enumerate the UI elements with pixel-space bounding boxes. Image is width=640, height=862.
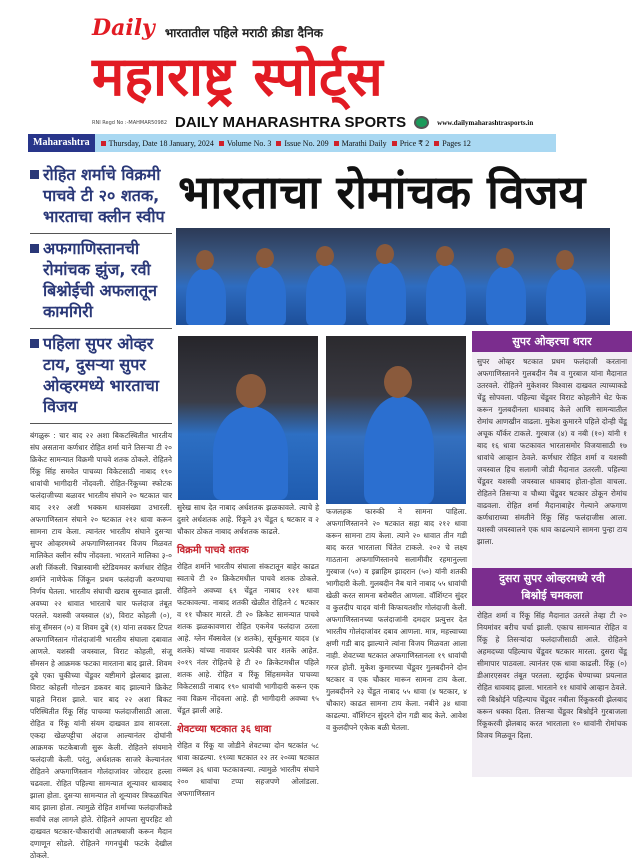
bullet-icon [276, 141, 281, 146]
website-link[interactable]: www.dailymaharashtrasports.in [437, 118, 534, 127]
super-over-sidebar [472, 331, 632, 777]
bullet-icon [101, 141, 106, 146]
rni-number: RNI Regd No :-MAHMAR50982 [92, 119, 168, 126]
article-paragraph: रोहित व रिंकू या जोडीने शेवटच्या दोन षटकांत ५८ धावा काढल्या. १९व्या षटकात २२ तर २०व्या षटकात तब्बल ३६ धावा फटकावल्या. त्यामुळे भारतीय संघाने २०० धावांचा टप्पा सहजपणे ओलांडला. अफगाणिस्तान [177, 741, 319, 798]
info-item [101, 139, 214, 148]
headline-item [30, 160, 172, 234]
info-price: Price ₹ 2 [399, 138, 430, 148]
masthead-title: महाराष्ट्र स्पोर्ट्स [92, 45, 383, 108]
bullet-icon [30, 339, 39, 348]
headline-item [30, 329, 172, 424]
english-name: DAILY MAHARASHTRA SPORTS [175, 114, 407, 131]
headline-text: पहिला सुपर ओव्हर टाय, दुसऱ्या सुपर ओव्हरमध्ये भारताचा विजय [43, 334, 159, 416]
info-item [276, 139, 328, 148]
subheading-record-century: विक्रमी पाचवे शतक [177, 545, 249, 556]
bullet-icon [334, 141, 339, 146]
sidebar-heading-super-over: सुपर ओव्हरचा थरार [472, 331, 632, 352]
globe-icon [414, 116, 429, 129]
left-column [30, 160, 172, 860]
info-language: Marathi Daily [341, 138, 387, 148]
masthead-daily: Daily [92, 15, 155, 41]
edition-label: Maharashtra [28, 134, 95, 152]
info-pages: Pages 12 [442, 138, 471, 148]
sidebar-paragraph: सुपर ओव्हर षटकात प्रथम फलंदाजी करताना अफगाणिस्तानने गुलबदीन नैब व गुरबाज यांना मैदानात उतरवले. रोहितने मुकेशवर विश्वास दाखवत त्याच्याकडे चेंडू सोपवला. पहिल्या चेंडूवर विराट कोहलीने थेट फेक करून गुलबदीनला धावबाद केले आणि सामन्यातील रोमांच आणखीन वाढला. मुकेश कुमारने पहिले दोन्ही चेंडू अचूक यॉर्कर टाकले. गुरबाज (४) व नबी (१०) यांनी १ बाद १६ धावा फटकावत भारतासमोर विजयासाठी १७ धावांचे आव्हान ठेवले. कर्णधार रोहित शर्मा व यशस्वी जयस्वाल हिच सलामी जोडी मैदानात उतरली. पहिल्या चेंडूवर यशस्वी जयस्वाल धावबाद होता-होता वाचला. रोहितने तिसऱ्या व चौथ्या चेंडूवर षटकार ठोकून रोमांच वाढवला. रोहित शर्मा मैदानाबाहेर गेल्याने अफगाण कर्णधाराच्या संमतीने रिंकू सिंह फलंदाजीस आला. यशस्वी जयस्वालने एक धाव काढल्याने सामना पुन्हा टाय झाला. [477, 357, 627, 546]
headline-text: रोहित शर्माचे विक्रमी पाचवे टी २० शतक, भारताचा क्लीन स्वीप [43, 165, 165, 226]
info-item [334, 139, 387, 148]
info-bar [28, 134, 556, 152]
headline-item [30, 234, 172, 329]
sidebar-heading-second-super-over: दुसरा सुपर ओव्हरमध्ये रवी बिश्नोई चमकला [472, 568, 632, 606]
bullet-icon [434, 141, 439, 146]
team-photo [176, 228, 610, 325]
rinku-photo [326, 336, 466, 504]
headline-text: अफगाणिस्तानची रोमांचक झुंज, रवी बिश्नोईची अफलातून कामगिरी [43, 239, 158, 321]
article-column-2 [177, 502, 319, 798]
article-lead: बंगळुरू : चार बाद २२ अशा बिकटस्थितीत भारतीय संघ असताना कर्णधार रोहित शर्मा याने तिसऱ्या टी २० क्रिकेट सामन्यात विक्रमी पाचवे शतक ठोकले. रोहितने रिंकू सिंह समवेत पाचव्या विकेटसाठी नाबाद १९० धावांची भागीदारी नोंदवली. रोहित-रिंकूच्या स्फोटक फलंदाजीच्या बळावर भारतीय संघाने २० षटकात चार बाद २१२ अशी भक्कम धावसंख्या उभारली. अफगाणिस्तान संघाने २० षटकात २१२ धावा करून सामना टाय केला. त्यानंतर भारतीय संघाने दुसऱ्या सुपर ओव्हरमध्ये अफगाणिस्तानवर विजय मिळवत मालिकेत क्लीन स्वीप नोंदवला. भारताने मालिका ३-० अशी जिंकली. चिन्नास्वामी स्टेडियमवर कर्णधार रोहित शर्माने नाणेफेक जिंकून प्रथम फलंदाजी करण्याचा निर्णय घेतला. भारतीय संघाची खराब सुरुवात झाली. अवघ्या २२ धावात भारताचे चार फलंदाज तंबूत परतले. यशस्वी जयस्वाल (४), विराट कोहली (०), संजू सॅमसन (०) व शिवम दुबे (१) यांना लवकर टिपत अफगाणिस्तान गोलंदाजांनी भारतीय संघाला दबावात आणले. यशस्वी जयस्वाल, विराट कोहली, संजू सॅमसन हे आक्रमक फटका मारताना बाद झाले. शिवम दुबे एका चुकीच्या चेंडूवर यष्टीमागे झेलबाद झाला. विराट कोहली गोल्डन डकवर बाद झाल्याने क्रिकेट चाहते निराश झाले. चार बाद २२ अशा बिकट परिस्थितीत रिंकू सिंह पाचव्या फलंदाजीसाठी आला. रोहित व रिंकू यांनी संयम दाखवत डाव सावरला. एकदा खेळपट्टीचा अंदाज आल्यानंतर दोघांनी आक्रमक फटकेबाजी सुरू केली. रोहितने संयमाने फलंदाजी केली. परंतु, अर्धशतक साजरे केल्यानंतर रोहितने अफगाणिस्तान गोलंदाजांवर जोरदार हल्ला चढवला. रोहित पहिल्या सामन्यात शून्यावर धावबाद झाला होता. दुसऱ्या सामन्यात तो शून्यावर त्रिफळाचित बाद झाला होता. त्यामुळे रोहित शर्माच्या फलंदाजीकडे सर्वांचे लक्ष लागले होते. रोहितने आपला सुपरहिट शो दाखवत षटकार-चौकारांची आतषबाजी करून मैदान दणाणून सोडले. रोहितने गगनचुंबी फटके देखील ठोकले. [30, 431, 172, 860]
masthead-tagline: भारतातील पहिले मराठी क्रीडा दैनिक [164, 26, 323, 40]
bullet-icon [30, 244, 39, 253]
masthead-top-row [92, 14, 323, 42]
main-headline: भारताचा रोमांचक विजय [178, 165, 586, 219]
bullet-icon [30, 170, 39, 179]
article-paragraph: सुरेख साथ देत नाबाद अर्धशतक झळकावले. त्याचे हे दुसरे अर्धशतक आहे. रिंकूने ३९ चेंडूत ६ षटकार व २ चौकार ठोकत नाबाद अर्धशतक काढले. [177, 503, 319, 536]
article-paragraph: रोहित शर्माने भारतीय संघाला संकटातून बाहेर काढत स्वतःचे टी २० क्रिकेटमधील पाचवे शतक ठोकले. रोहितने अवघ्या ६९ चेंडूत नाबाद १२१ धावा फटकावल्या. नाबाद शतकी खेळीत रोहितने ८ षटकार व ११ चौकार मारले. टी २० क्रिकेट सामन्यात पाचवे शतक झळकावणारा रोहित एकमेव फलंदाज ठरला आहे. ग्लेन मॅक्सवेल (४ शतके), सूर्यकुमार यादव (४ शतके) यांच्या नावावर प्रत्येकी चार शतके आहेत. २०१९ नंतर रोहितचे हे टी २० क्रिकेटमधील पहिले शतक आहे. रोहित व रिंकू सिंहसमवेत पाचव्या विकेटसाठी नाबाद १९० धावांची भागीदारी करून एक नवा विक्रम नोंदवला आहे. ही भागीदारी अवघ्या ९५ चेंडूत झाली आहे. [177, 562, 319, 715]
info-volume: Volume No. 3 [226, 138, 272, 148]
info-item [434, 139, 471, 148]
info-item [392, 139, 430, 148]
info-issue: Issue No. 209 [284, 138, 329, 148]
bullet-icon [219, 141, 224, 146]
sidebar-paragraph: रोहित शर्मा व रिंकू सिंह मैदानात उतरले तेव्हा टी २० नियमांवर बरीच चर्चा झाली. एकाच सामन्यात रोहित व रिंकू हे तिसऱ्यांदा फलंदाजीसाठी आले. रोहितने अहमदच्या पहिल्याच चेंडूवर षटकार मारला. दुसरा चेंडू सीमापार पाठवला. त्यानंतर एक धावा काढली. रिंकू (०) डीआरएसवर तंबूत परतला. स्ट्राईक घेण्याच्या प्रयत्नात रोहित धावबाद झाला. भारताने ११ धावांचे आव्हान ठेवले. रवी बिश्नोईने पहिल्याच चेंडूवर नबीला रिंकूकरवी झेलबाद करून धक्का दिला. तिसऱ्या चेंडूवर बिश्नोईने गुरबाजला रिंकूकरवी झेलबाद करत भारताला १० धावांनी रोमांचक विजय मिळवून दिला. [477, 611, 627, 740]
subheading-last-over: शेवटच्या षटकात ३६ धावा [177, 724, 272, 735]
info-date: Thursday, Date 18 January, 2024 [108, 138, 214, 148]
bullet-icon [392, 141, 397, 146]
masthead-id-row [92, 113, 533, 132]
info-item [219, 139, 272, 148]
rohit-photo [178, 336, 318, 500]
article-column-3: फजलहक फारुकी ने सामना पाहिला. अफगाणिस्तानने २० षटकात सहा बाद २१२ धावा करून सामना टाय केला. त्याने २० धावात तीन गडी बाद करत भारताला चिंतेत टाकले. २०२ चे लक्ष्य गाठताना अफगाणिस्तानचे सलामीवीर रहमानुल्ला गुरबाज (५०) व इब्राहिम झादरान (५०) यांनी शतकी भागीदारी केली. गुलबदीन नैब याने नाबाद ५५ धावांची खेळी करत सामना बरोबरीत आणला. वॉशिंग्टन सुंदर व कुलदीप यादव यांनी किफायतशीर गोलंदाजी केली. अफगाणिस्तानच्या फलंदाजांनी दमदार प्रत्युत्तर देत भारतीय गोलंदाजांवर दबाव आणला. मात्र, महत्त्वाच्या क्षणी गडी बाद झाल्याने त्यांना विजय मिळवता आला नाही. शेवटच्या षटकात अफगाणिस्तानला १९ धावांची गरज होती. मुकेश कुमारच्या चेंडूवर गुलबदीनने दोन षटकार व एक चौकार मारून सामना टाय केला. गुलबदीनने २३ चेंडूत नाबाद ५५ धावा (४ षटकार, ४ चौकार) काढत सामना टाय केला. नबीने ३४ धावा काढल्या. वॉशिंग्टन सुंदरने दोन गडी बाद केले. आवेश व कुलदीपने एकेक बळी घेतला. [326, 507, 467, 732]
